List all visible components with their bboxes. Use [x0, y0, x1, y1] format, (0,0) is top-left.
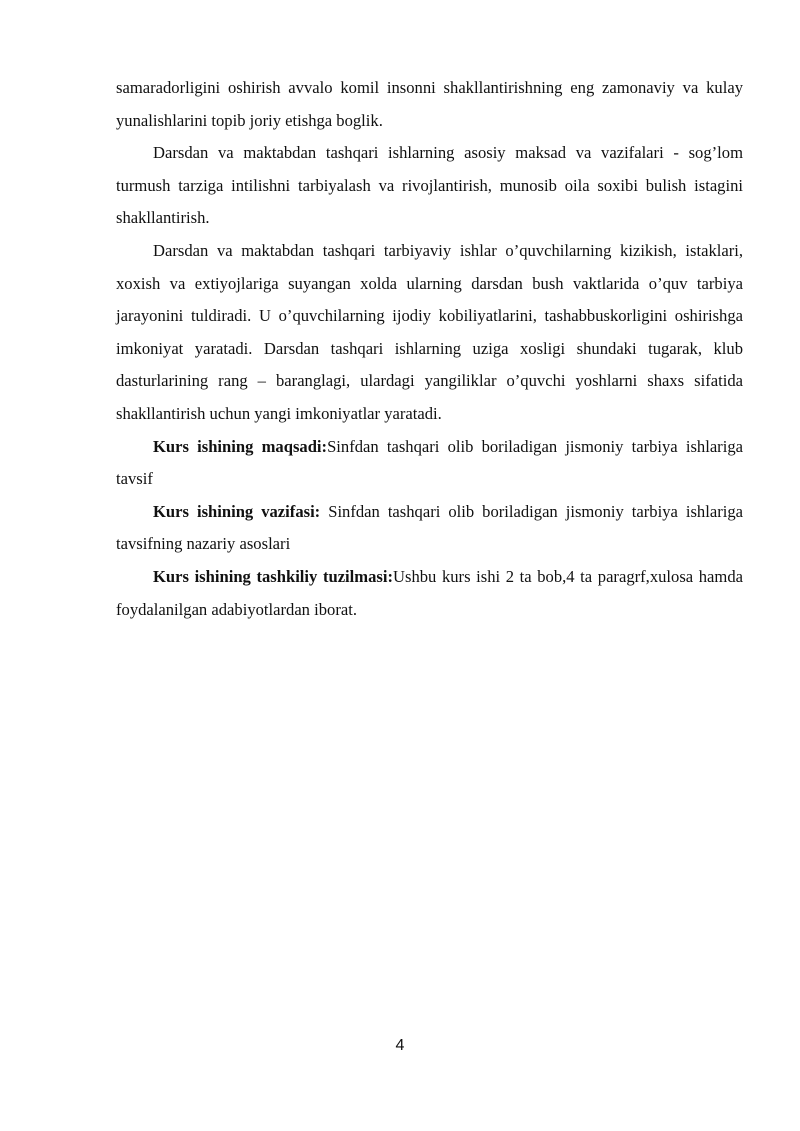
paragraph-extracurricular: Darsdan va maktabdan tashqari tarbiyaviy ishlar o’quvchilarning kizikish, istaklari, xoxish va extiyojlariga suyangan xolda ularning darsdan bush vaktlarida o’quv tarbiya jarayonini tuldiradi. U o’quvchilarning ijodiy kobiliyatlarini, tashabbuskorligini oshirishga imkoniyat yaratadi. Darsdan tashqari ishlarning uziga xosligi shundaki tugarak, klub dasturlarining rang – baranglagi, ulardagi yangiliklar o’quvchi yoshlarni shaxs sifatida shakllantirish uchun yangi imkoniyatlar yaratadi. [116, 240, 743, 423]
paragraph-course-structure [116, 561, 743, 626]
course-structure-label: Kurs ishining tashkiliy tuzilmasi: [153, 566, 393, 586]
paragraph-course-aim [116, 431, 743, 496]
course-structure-text: Ushbu kurs ishi 2 ta bob,4 ta paragrf,xulosa hamda foydalanilgan adabiyotlardan iborat. [116, 566, 743, 619]
paragraph-course-task [116, 496, 743, 561]
course-task-label: Kurs ishining vazifasi: [153, 501, 321, 521]
page-number: 4 [395, 1037, 405, 1054]
course-aim-label: Kurs ishining maqsadi: [153, 436, 328, 456]
paragraph-goals: Darsdan va maktabdan tashqari ishlarning asosiy maksad va vazifalari - sog’lom turmush tarziga intilishni tarbiyalash va rivojlantirish, munosib oila soxibi bulish istagini shakllantirish. [116, 143, 743, 228]
course-aim-text: Sinfdan tashqari olib boriladigan jismoniy tarbiya ishlariga tavsif [116, 436, 743, 489]
document-body [116, 72, 743, 626]
course-task-text: Sinfdan tashqari olib boriladigan jismoniy tarbiya ishlariga tavsifning nazariy asoslari [116, 501, 744, 554]
paragraph-continuation: samaradorligini oshirish avvalo komil insonni shakllantirishning eng zamonaviy va kulay yunalishlarini topib joriy etishga boglik. [116, 78, 743, 130]
